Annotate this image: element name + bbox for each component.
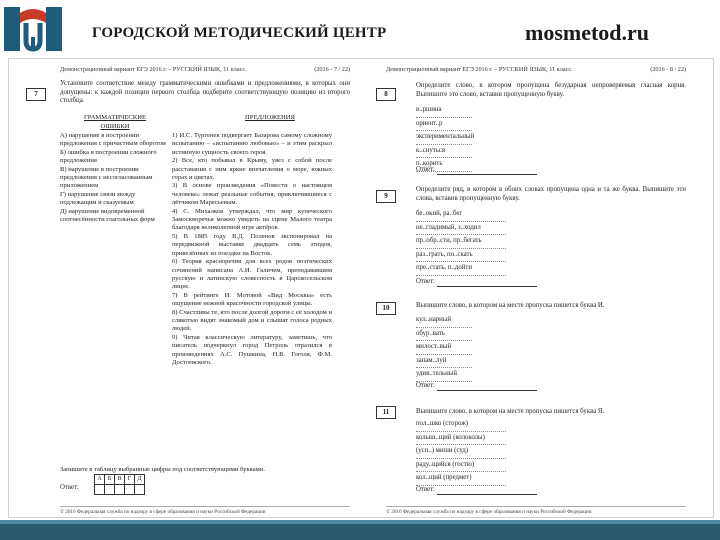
list-item: А) нарушение в построении предложения с причастным оборотом bbox=[60, 132, 166, 148]
list-item: 3) В основе произведения «Повести о настоящем человеке» лежат реальные события, приключившиеся с лётчиком Маресьевым. bbox=[172, 182, 332, 207]
answer-field[interactable] bbox=[416, 278, 537, 287]
task-text: Выпишите слово, в котором на месте пропуска пишется буква Я. bbox=[416, 408, 605, 415]
list-item: п..корить bbox=[416, 158, 472, 172]
word-list bbox=[416, 208, 506, 276]
answer-cell[interactable] bbox=[125, 485, 135, 495]
list-item: обур..вать bbox=[416, 328, 472, 342]
bottom-bar-strip bbox=[0, 520, 720, 524]
list-item: 6) Теория красноречия для всех родов поэтических сочинений написана А.И. Галичем, преподававшим русскую и латинскую словесность в Царскосельском лицее. bbox=[172, 258, 332, 291]
word-list bbox=[416, 104, 475, 172]
answer-label: Ответ: bbox=[60, 484, 79, 491]
list-item: ориент..р bbox=[416, 118, 472, 132]
list-item: милост..вый bbox=[416, 341, 472, 355]
list-item: раз..грать, по..скать bbox=[416, 249, 506, 263]
task-text: Определите слово, в котором пропущена безударная непроверяемая гласная корня. Выпишите это слово, вставив пропущенную букву. bbox=[416, 82, 686, 98]
bottom-bar bbox=[0, 520, 720, 540]
answer-label: Ответ: bbox=[416, 278, 435, 285]
right-page-header bbox=[386, 66, 686, 75]
answer-field[interactable] bbox=[416, 166, 537, 175]
page-code: (2016 - 8 / 22) bbox=[650, 66, 686, 73]
list-item: колыш..щий (колоколы) bbox=[416, 432, 506, 446]
task-text: Установите соответствие между грамматическими ошибками и предложениями, в которых они допущены: к каждой позиции первого столбца подберите соответствующую позицию из второго столбца. bbox=[60, 80, 350, 105]
instruction-text: Запишите в таблицу выбранные цифры под соответствующими буквами. bbox=[60, 466, 265, 473]
column-errors-heading: ГРАММАТИЧЕСКИЕ ОШИБКИ bbox=[84, 114, 146, 130]
list-item: В) нарушение в построении предложения с несогласованным приложением bbox=[60, 165, 153, 190]
site-header bbox=[0, 0, 720, 58]
list-item: кул..нарный bbox=[416, 314, 472, 328]
list-item: 1) И.С. Тургенев подвергает Базарова самому сложному испытанию – «испытанию любовью» – и этим раскрыл истинную сущность своего героя. bbox=[172, 132, 332, 156]
answer-letter: В bbox=[115, 475, 125, 485]
list-item: 8) Счастливы те, кто после долгой дороги с её холодом и слякотью видят знакомый дом и слышат голоса родных людей. bbox=[172, 308, 332, 333]
page-footer: © 2016 Федеральная служба по надзору в сфере образования и науки Российской Федерации bbox=[386, 506, 686, 517]
list-item: 4) С. Михалков утверждал, что мир купеческого Замоскворечья можно увидеть на сцене Малого театра благодаря великолепной игре актёров. bbox=[172, 207, 332, 232]
list-item: запам..луй bbox=[416, 355, 472, 369]
list-item: пол..шко (сторож) bbox=[416, 418, 506, 432]
task-text: Выпишите слово, в котором на месте пропуска пишется буква И. bbox=[416, 302, 605, 309]
errors-list bbox=[60, 132, 168, 224]
list-item: в..ршина bbox=[416, 104, 472, 118]
answer-cell[interactable] bbox=[105, 485, 115, 495]
answer-label: Ответ: bbox=[416, 166, 435, 173]
task-number: 9 bbox=[376, 190, 396, 203]
site-url-link[interactable]: mosmetod.ru bbox=[525, 20, 650, 45]
answer-cell[interactable] bbox=[95, 485, 105, 495]
column-sentences-heading: ПРЕДЛОЖЕНИЯ bbox=[245, 114, 295, 121]
task-number: 7 bbox=[26, 88, 46, 101]
page-code: (2016 - 7 / 22) bbox=[314, 66, 350, 73]
sentences-list bbox=[172, 132, 332, 367]
right-exam-page bbox=[382, 66, 686, 516]
answer-label: Ответ: bbox=[416, 382, 435, 389]
list-item: к..снуться bbox=[416, 145, 472, 159]
answer-letter: Б bbox=[105, 475, 115, 485]
exam-title: Демонстрационный вариант ЕГЭ 2016 г. – РУССКИЙ ЯЗЫК, 11 класс. bbox=[60, 66, 247, 73]
list-item: Г) нарушение связи между подлежащим и сказуемым bbox=[60, 190, 136, 207]
list-item: Б) ошибка в построении сложного предложения bbox=[60, 148, 157, 165]
list-item: экспериментальный bbox=[416, 131, 472, 145]
task-number: 11 bbox=[376, 406, 396, 419]
page-title: ГОРОДСКОЙ МЕТОДИЧЕСКИЙ ЦЕНТР bbox=[92, 25, 387, 41]
answer-field[interactable] bbox=[416, 486, 537, 495]
list-item: бе..окий, ра..бег bbox=[416, 208, 506, 222]
task-number: 10 bbox=[376, 302, 396, 315]
task-number: 8 bbox=[376, 88, 396, 101]
word-list bbox=[416, 418, 506, 486]
exam-title: Демонстрационный вариант ЕГЭ 2016 г. – РУССКИЙ ЯЗЫК, 11 класс. bbox=[386, 66, 573, 73]
answer-label: Ответ: bbox=[416, 486, 435, 493]
page-footer: © 2016 Федеральная служба по надзору в сфере образования и науки Российской Федерации bbox=[60, 506, 350, 517]
list-item: кол..щий (предмет) bbox=[416, 472, 506, 486]
list-item: не..гладимый, з..ходил bbox=[416, 222, 506, 236]
answer-letter: А bbox=[95, 475, 105, 485]
word-list bbox=[416, 314, 472, 382]
list-item: 7) В рейтинге И. Мотовой «Вид Москвы» есть ощущение нежной красочности городской улицы. bbox=[172, 291, 332, 308]
list-item: раду..щийся (гостю) bbox=[416, 459, 506, 473]
answer-letter: Г bbox=[125, 475, 135, 485]
left-page-header bbox=[60, 66, 350, 75]
list-item: 5) В 1885 году В.Д. Поленов экспонировал на передвижной выставке двадцать семь этюдов, привезённых из поездки на Восток. bbox=[172, 232, 332, 257]
answer-field[interactable] bbox=[416, 382, 537, 391]
list-item: Д) нарушение видовременной соотнесённости глагольных форм bbox=[60, 207, 155, 224]
task-text: Определите ряд, в котором в обоих словах пропущена одна и та же буква. Выпишите эти слова, вставив пропущенную букву. bbox=[416, 186, 686, 202]
list-item: пре..стать, п..дойти bbox=[416, 262, 506, 276]
answer-letter: Д bbox=[135, 475, 145, 485]
list-item: пр..обр..сти, пр..бегать bbox=[416, 235, 506, 249]
mgmc-logo-icon bbox=[2, 3, 64, 55]
answer-cell[interactable] bbox=[115, 485, 125, 495]
answer-table bbox=[94, 474, 145, 495]
list-item: (усп..) миши (суд) bbox=[416, 445, 506, 459]
list-item: 2) Все, кто побывал в Крыму, увез с собой после расставания с ним яркие впечатления о море, южных горах и цветах. bbox=[172, 157, 332, 182]
list-item: удив..тельный bbox=[416, 368, 472, 382]
left-exam-page bbox=[34, 66, 350, 516]
list-item: 9) Читая классическую литературу, заметишь, что писатель подчеркнул город Петроль отразился в произведениях А.С. Пушкина, Н.В. Гоголя, Ф.М. Достоевского. bbox=[172, 333, 332, 366]
answer-cell[interactable] bbox=[135, 485, 145, 495]
